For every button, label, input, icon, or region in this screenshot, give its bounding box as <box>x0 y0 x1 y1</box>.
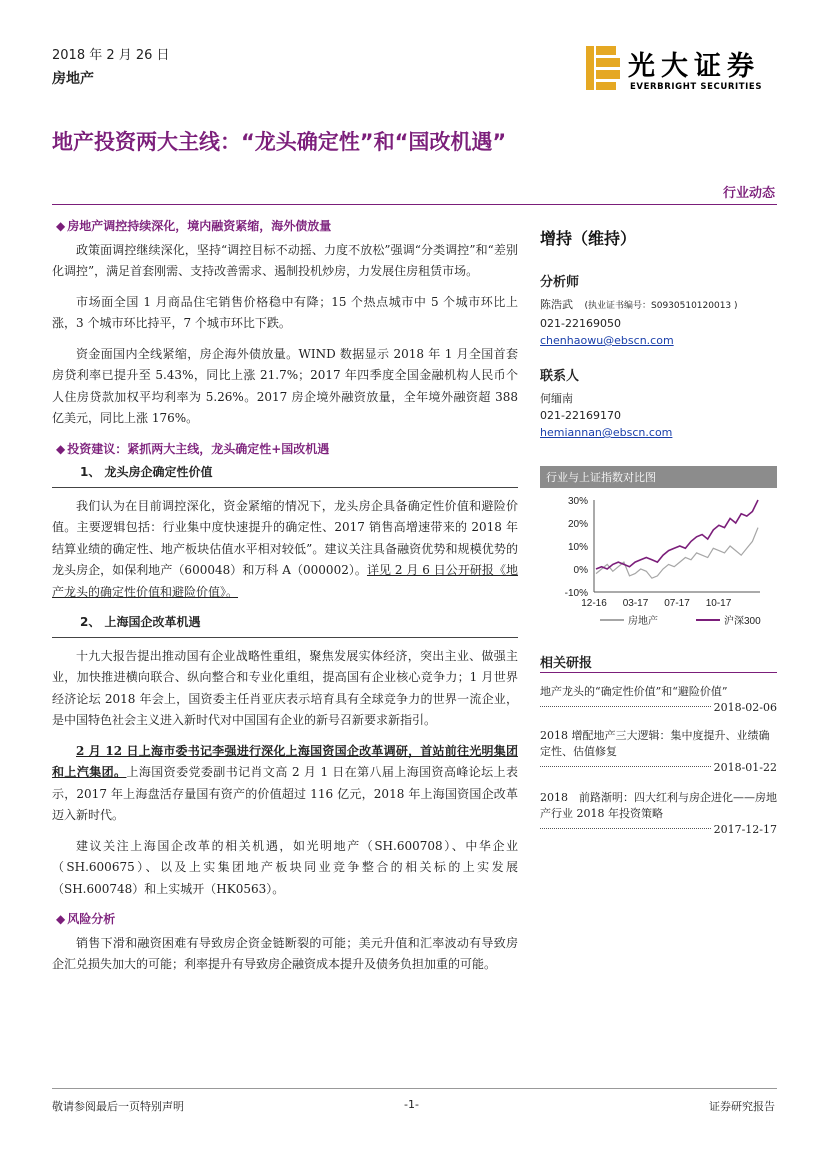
main-column <box>52 212 518 985</box>
x-tick-label: 07-17 <box>664 598 690 609</box>
report-link[interactable]: 详见 2 月 6 日公开研报《地产龙头的确定性价值和避险价值》。 <box>52 563 519 599</box>
series-line-realestate <box>596 528 758 579</box>
analyst-email-link[interactable]: chenhaowu@ebscn.com <box>540 334 674 347</box>
y-tick-label: 0% <box>573 565 588 576</box>
contact-name: 何缅南 <box>540 392 573 405</box>
paragraph: 资金面国内全线紧缩，房企海外债放量。WIND 数据显示 2018 年 1 月全国首套房贷利率已提升至 5.43%，同比上涨 21.7%；2017 年四季度全国金融机构人民币个人住房贷款加权平均利率为 5.26%。2017 房企境外融资放量，全年境外融资超 388 亿美元，同比上涨 176%。 <box>52 346 518 425</box>
section-heading: ◆ 风险分析 <box>56 912 116 926</box>
y-tick-label: 10% <box>567 542 588 553</box>
x-tick-label: 03-17 <box>622 598 649 609</box>
paragraph: 2 月 12 日上海市委书记李强进行深化上海国资国企改革调研，首站前往光明集团和上汽集团。上海国资委党委副书记肖文高 2 月 1 日在第八届上海国资高峰论坛上表示，2017 年上海盘活存量国有资产的价值超过 116 亿元，2018 年上海国资国企改革迈入新时代。 <box>52 743 518 822</box>
report-type: 行业动态 <box>722 186 775 201</box>
x-tick-label: 10-17 <box>705 598 732 609</box>
chart-title: 行业与上证指数对比图 <box>540 466 777 488</box>
analyst-tel: 021-22169050 <box>540 317 621 330</box>
report-date: 2018 年 2 月 26 日 <box>52 48 170 63</box>
diamond-icon: ◆ <box>56 441 66 456</box>
logo-text-en: EVERBRIGHT SECURITIES <box>630 82 763 92</box>
analyst-heading: 分析师 <box>540 275 580 290</box>
contact-email-link[interactable]: hemiannan@ebscn.com <box>540 426 673 439</box>
legend-label: 房地产 <box>628 616 658 627</box>
legend-label: 沪深300 <box>724 616 761 627</box>
diamond-icon: ◆ <box>56 912 66 926</box>
diamond-icon: ◆ <box>56 219 66 233</box>
chart-svg <box>540 488 777 634</box>
bold-lead: 2 月 12 日上海市委书记李强进行深化上海国资国企改革调研，首站前往光明集团和上汽集团。 <box>52 743 518 779</box>
series-line-hs300 <box>596 500 758 569</box>
related-item[interactable]: 2018 前路渐明：四大红利与房企进化——房地产行业 2018 年投资策略 2017-12-17 <box>540 791 777 836</box>
paragraph: 销售下滑和融资困难有导致房企资金链断裂的可能；美元升值和汇率波动有导致房企汇兑损失加大的可能；利率提升有导致房企融资成本提升及债务负担加重的可能。 <box>52 935 518 971</box>
subsection-heading: 1、 龙头房企确定性价值 <box>52 462 518 488</box>
subsection-heading: 2、 上海国企改革机遇 <box>52 612 518 638</box>
paragraph: 建议关注上海国企改革的相关机遇，如光明地产（SH.600708）、中华企业（SH.600675）、以及上实集团地产板块同业竞争整合的相关标的上实发展（SH.600748）和上实城开（HK0563）。 <box>52 838 518 896</box>
section-heading: ◆ 投资建议：紧抓两大主线，龙头确定性+国改机遇 <box>56 441 330 456</box>
footer-disclaimer: 敬请参阅最后一页特别声明 <box>52 1100 184 1113</box>
side-column <box>540 212 777 441</box>
y-tick-label: 30% <box>567 496 588 507</box>
section-heading: ◆ 房地产调控持续深化，境内融资紧缩，海外债放量 <box>56 219 332 233</box>
paragraph: 我们认为在目前调控深化，资金紧缩的情况下，龙头房企具备确定性价值和避险价值。主要逻辑包括：行业集中度快速提升的确定性、2017 销售高增速带来的 2018 年结算业绩的确定性、地产板块估值水平相对较低”。建议关注具备融资优势和规模优势的龙头房企，如保利地产（600048）和万科 A（000002）。详见 2 月 6 日公开研报《地产龙头的确定性价值和避险价值》。 <box>52 498 519 599</box>
y-tick-label: 20% <box>567 519 588 530</box>
analyst-name: 陈浩武 <box>540 298 573 311</box>
contact-heading: 联系人 <box>540 369 580 384</box>
related-item[interactable]: 地产龙头的“确定性价值”和“避险价值” 2018-02-06 <box>540 685 777 714</box>
paragraph: 市场面全国 1 月商品住宅销售价格稳中有降；15 个热点城市中 5 个城市环比上涨，3 个城市环比持平，7 个城市环比下跌。 <box>52 294 518 330</box>
logo-text-cn: 光大证券 <box>628 51 760 82</box>
paragraph: 十九大报告提出推动国有企业战略性重组，聚焦发展实体经济，突出主业、做强主业，加快推进横向联合、纵向整合和专业化重组，提高国有企业核心竞争力；1 月世界经济论坛 2018 年会上，国资委主任肖亚庆表示培育具有全球竞争力的世界一流企业，是中国特色社会主义进入新时代对中国国有企业的新号召新要求新指引。 <box>52 648 518 727</box>
comparison-chart <box>540 466 777 636</box>
related-divider <box>540 672 777 673</box>
related-item[interactable]: 2018 增配地产三大逻辑：集中度提升、业绩确定性、估值修复 2018-01-22 <box>540 729 777 774</box>
related-heading: 相关研报 <box>540 656 593 671</box>
page-number: -1- <box>404 1098 419 1111</box>
report-title: 地产投资两大主线：“龙头确定性”和“国改机遇” <box>52 130 507 154</box>
rating: 增持（维持） <box>540 229 637 248</box>
y-tick-label: -10% <box>564 588 588 599</box>
analyst-cert: (执业证书编号：S0930510120013 ) <box>584 301 738 311</box>
footer-divider <box>52 1088 777 1089</box>
header-divider <box>52 204 777 205</box>
sector-label: 房地产 <box>52 71 94 87</box>
paragraph: 政策面调控继续深化，坚持“调控目标不动摇、力度不放松”强调“分类调控”和“差别化调控”，满足首套刚需、支持改善需求、遏制投机炒房，力发展住房租赁市场。 <box>52 242 518 278</box>
x-tick-label: 12-16 <box>581 598 607 609</box>
everbright-logo-icon <box>586 46 620 90</box>
footer-report-kind: 证券研究报告 <box>709 1100 775 1113</box>
contact-tel: 021-22169170 <box>540 409 621 422</box>
